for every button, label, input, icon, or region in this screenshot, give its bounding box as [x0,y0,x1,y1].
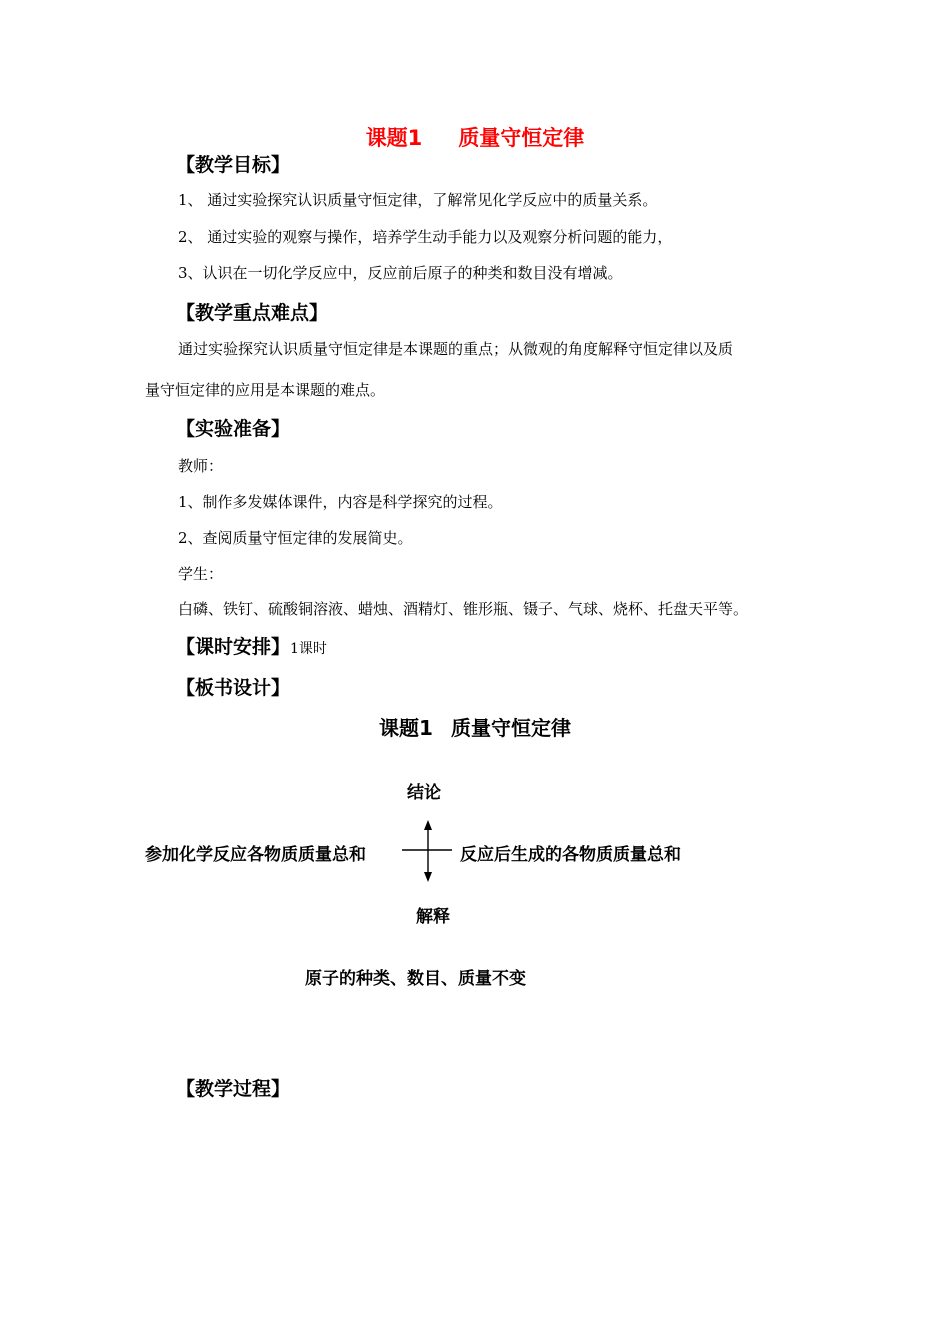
page-title [0,122,950,152]
title-main: 质量守恒定律 [458,126,585,150]
prep-teacher-label: 教师： [178,457,224,475]
schedule-heading [176,632,327,659]
board-left-term: 参加化学反应各物质质量总和 [145,845,366,865]
objective-item-1: 1、 通过实验探究认识质量守恒定律，了解常见化学反应中的质量关系。 [178,191,658,209]
objective-item-3: 3、认识在一切化学反应中，反应前后原子的种类和数目没有增减。 [178,264,623,282]
prep-student-label: 学生： [178,565,224,583]
cross-arrow-icon [396,818,456,884]
prep-student-items: 白磷、铁钉、硫酸铜溶液、蜡烛、酒精灯、锥形瓶、镊子、气球、烧杯、托盘天平等。 [178,600,749,618]
board-conclusion-label: 结论 [407,783,441,803]
title-prefix: 课题1 [365,126,423,150]
schedule-label: 【课时安排】 [176,636,291,658]
prep-teacher-item-1: 1、制作多发媒体课件，内容是科学探究的过程。 [178,493,503,511]
schedule-value: 1课时 [290,641,327,657]
board-title-prefix: 课题1 [379,716,433,740]
prep-teacher-item-2: 2、查阅质量守恒定律的发展简史。 [178,529,413,547]
board-title-main: 质量守恒定律 [450,716,571,740]
objectives-heading: 【教学目标】 [176,154,291,176]
key-points-line-2: 量守恒定律的应用是本课题的难点。 [145,381,386,399]
key-points-line-1: 通过实验探究认识质量守恒定律是本课题的重点；从微观的角度解释守恒定律以及质 [178,340,734,358]
board-title [0,712,950,741]
board-bottom-text: 原子的种类、数目、质量不变 [305,969,526,989]
board-explanation-label: 解释 [416,907,450,927]
board-right-term: 反应后生成的各物质质量总和 [460,845,681,865]
objective-item-2: 2、 通过实验的观察与操作，培养学生动手能力以及观察分析问题的能力， [178,228,673,246]
process-heading: 【教学过程】 [176,1078,291,1100]
board-heading: 【板书设计】 [176,677,291,699]
key-points-heading: 【教学重点难点】 [176,302,329,324]
prep-heading: 【实验准备】 [176,418,291,440]
